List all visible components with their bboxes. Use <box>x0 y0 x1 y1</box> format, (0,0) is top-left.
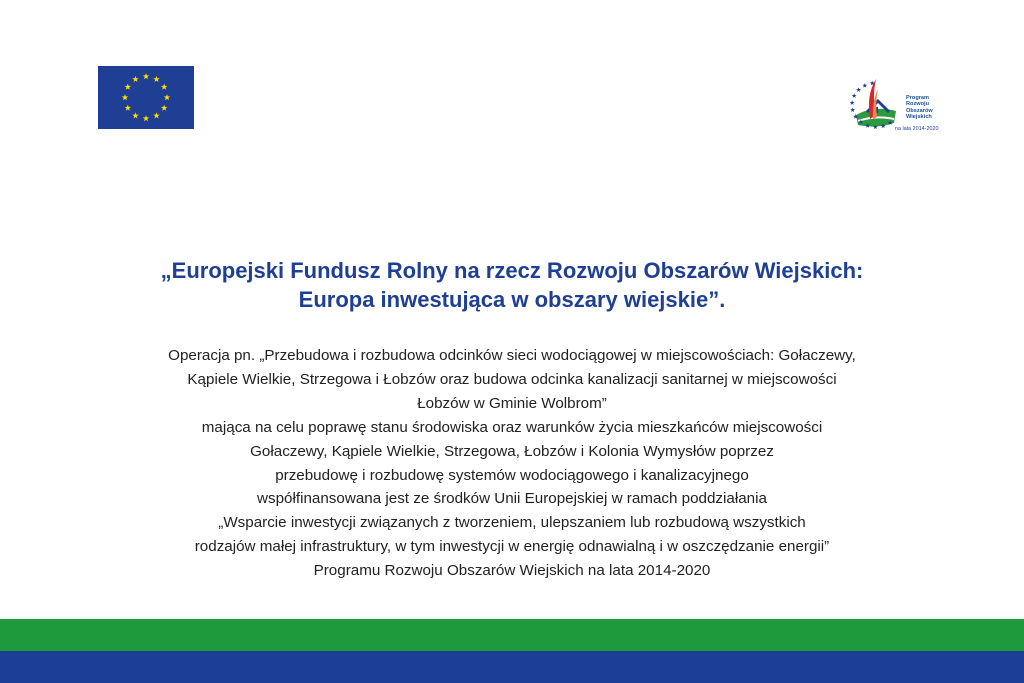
eu-star-icon <box>143 115 149 121</box>
eu-star-icon <box>132 112 138 118</box>
body-line: Kąpiele Wielkie, Strzegowa i Łobzów oraz budowa odcinka kanalizacji sanitarnej w miejscowości <box>187 370 837 388</box>
prow-star-icon <box>856 87 861 92</box>
prow-logo-wordmark <box>906 95 933 121</box>
body-line: Operacja pn. „Przebudowa i rozbudowa odcinków sieci wodociągowej w miejscowościach: Gołaczewy, <box>168 347 856 364</box>
body-line: Programu Rozwoju Obszarów Wiejskich na lata 2014-2020 <box>313 562 711 580</box>
green-stripe <box>0 619 1024 651</box>
body-line: „Wsparcie inwestycji związanych z tworzeniem, ulepszaniem lub rozbudową wszystkich <box>218 514 806 532</box>
prow-star-icon <box>862 83 867 88</box>
prow-logo-icon <box>842 75 942 137</box>
prow-word: Rozwoju <box>906 101 929 108</box>
body-line: mająca na celu poprawę stanu środowiska oraz warunków życia mieszkańców miejscowości <box>201 418 823 436</box>
eu-star-icon <box>161 84 167 90</box>
prow-star-icon <box>852 93 857 98</box>
blue-stripe <box>0 651 1024 683</box>
body-line: Łobzów w Gminie Wolbrom” <box>417 394 607 412</box>
prow-years: na lata 2014-2020 <box>895 126 939 132</box>
headline-line: Europa inwestująca w obszary wiejskie”. <box>298 287 726 312</box>
headline <box>0 256 1024 314</box>
eu-star-icon <box>122 94 128 100</box>
prow-word: Wiejskich <box>906 114 932 121</box>
operation-description <box>0 344 1024 583</box>
eu-star-icon <box>125 84 131 90</box>
eu-star-icon <box>153 76 159 82</box>
eu-star-icon <box>143 73 149 79</box>
eu-star-icon <box>161 105 167 111</box>
eu-star-icon <box>132 76 138 82</box>
body-line: przebudowę i rozbudowę systemów wodociągowego i kanalizacyjnego <box>275 466 749 484</box>
prow-word: Program <box>906 95 930 101</box>
eu-star-icon <box>153 112 159 118</box>
headline-line: „Europejski Fundusz Rolny na rzecz Rozwoju Obszarów Wiejskich: <box>160 258 864 283</box>
eu-star-icon <box>125 105 131 111</box>
body-line: Gołaczewy, Kąpiele Wielkie, Strzegowa, Łobzów i Kolonia Wymysłów poprzez <box>250 442 774 460</box>
body-line: rodzajów małej infrastruktury, w tym inwestycji w energię odnawialną i w oszczędzanie energii” <box>194 538 830 556</box>
eu-flag-icon <box>98 66 194 129</box>
eu-star-icon <box>164 94 170 100</box>
body-line: współfinansowana jest ze środków Unii Europejskiej w ramach poddziałania <box>257 490 767 508</box>
prow-star-icon <box>850 100 855 105</box>
prow-star-icon <box>850 107 855 112</box>
prow-word: Obszarów <box>906 107 933 114</box>
